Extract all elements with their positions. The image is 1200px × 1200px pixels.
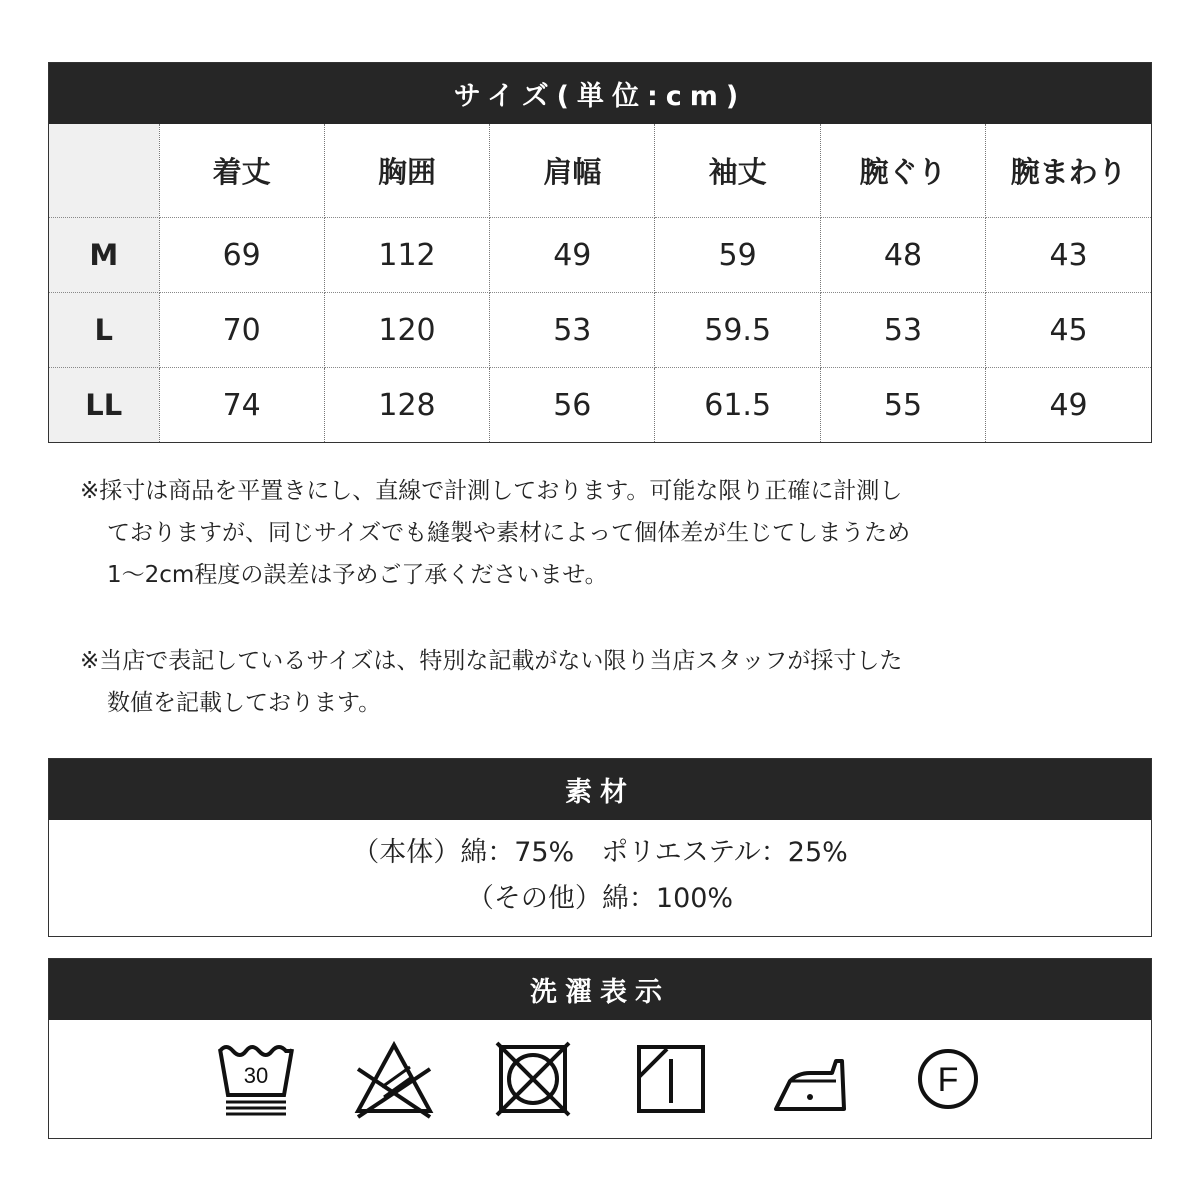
note-line: 1～2cm程度の誤差は予めご了承くださいませ。 — [107, 562, 608, 588]
table-cell: 55 — [820, 368, 985, 443]
size-table — [49, 124, 1151, 442]
table-cell: 49 — [1049, 387, 1088, 423]
size-section-title: サイズ(単位:cm) — [49, 63, 1151, 124]
care-section — [48, 958, 1152, 1139]
wash-temperature-label: 30 — [243, 1063, 269, 1088]
note-line: ておりますが、同じサイズでも縫製や素材によって個体差が生じてしまうため — [107, 520, 911, 546]
table-cell: 45 — [986, 293, 1151, 368]
column-header-length: 着丈 — [159, 124, 324, 218]
table-cell: 59 — [655, 218, 820, 293]
table-cell: 74 — [159, 368, 324, 443]
table-cell: 56 — [490, 368, 655, 443]
table-cell: 128 — [324, 368, 489, 443]
table-cell: 112 — [324, 218, 489, 293]
table-cell: 53 — [490, 293, 655, 368]
row-header-size: L — [49, 293, 159, 368]
material-line-body: （本体）綿：75% ポリエステル：25% — [352, 837, 848, 868]
column-header-armhole: 腕ぐり — [820, 124, 985, 218]
table-cell: 48 — [820, 218, 985, 293]
line-dry-shade-icon — [631, 1039, 711, 1119]
iron-low-icon — [770, 1039, 850, 1119]
table-cell: 120 — [324, 293, 489, 368]
table-row — [49, 368, 1151, 443]
column-header-sleeve: 袖丈 — [655, 124, 820, 218]
measurement-note — [80, 470, 1080, 596]
no-bleach-icon — [354, 1039, 434, 1119]
material-line-other: （その他）綿：100% — [466, 883, 734, 914]
table-row — [49, 293, 1151, 368]
note-line: 数値を記載しております。 — [107, 690, 382, 716]
table-cell: 70 — [159, 293, 324, 368]
table-row — [49, 218, 1151, 293]
table-cell: 69 — [159, 218, 324, 293]
size-label-note — [80, 640, 1080, 724]
size-section — [48, 62, 1152, 443]
column-header-chest: 胸囲 — [324, 124, 489, 218]
dry-clean-letter: F — [937, 1061, 959, 1099]
no-tumble-dry-icon — [493, 1039, 573, 1119]
table-cell: 43 — [986, 218, 1151, 293]
note-line: ※採寸は商品を平置きにし、直線で計測しております。可能な限り正確に計測し — [80, 478, 903, 504]
table-cell: 53 — [820, 293, 985, 368]
table-cell: 61.5 — [655, 368, 820, 443]
column-header-arm-circumference: 腕まわり — [986, 124, 1151, 218]
table-cell: 49 — [490, 218, 655, 293]
column-header-shoulder: 肩幅 — [490, 124, 655, 218]
care-icons-row — [49, 1020, 1151, 1138]
row-header-size: M — [49, 218, 159, 293]
wash-30-icon — [216, 1039, 296, 1119]
note-line: ※当店で表記しているサイズは、特別な記載がない限り当店スタッフが採寸した — [80, 648, 903, 674]
row-header-size: LL — [49, 368, 159, 443]
material-body — [49, 820, 1151, 922]
size-table-corner — [49, 124, 159, 218]
material-section — [48, 758, 1152, 937]
size-table-header-row — [49, 124, 1151, 218]
material-section-title: 素材 — [49, 759, 1151, 820]
table-cell: 59.5 — [655, 293, 820, 368]
dry-clean-f-icon — [908, 1039, 988, 1119]
care-section-title: 洗濯表示 — [49, 959, 1151, 1020]
